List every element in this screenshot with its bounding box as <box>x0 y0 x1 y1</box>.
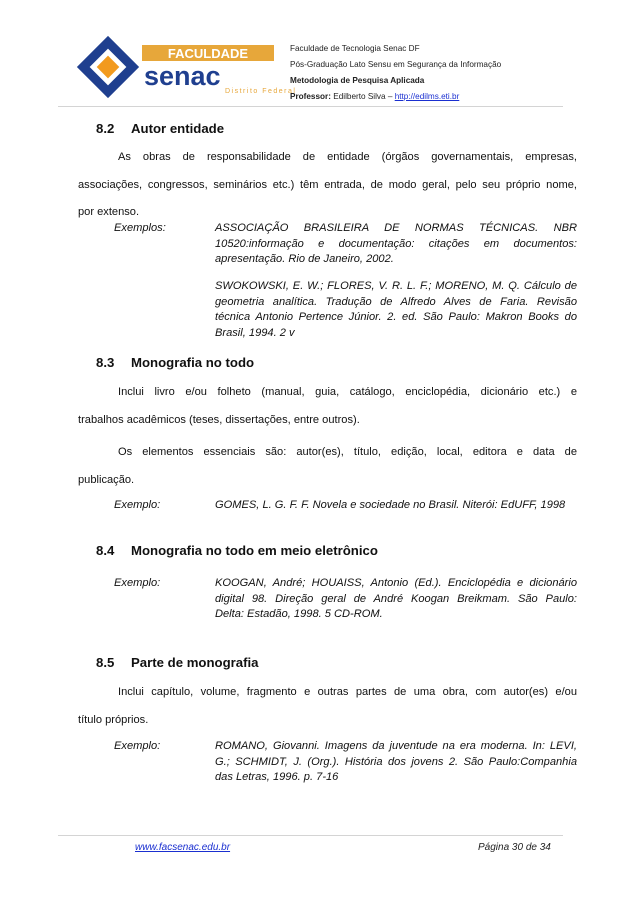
paragraph-line: As obras de responsabilidade de entidade (órgãos governamentais, empresas, <box>118 151 577 163</box>
senac-logo <box>78 36 297 98</box>
professor-link[interactable]: http://edilms.eti.br <box>394 92 460 101</box>
section-title: Monografia no todo <box>131 355 255 370</box>
example-reference: KOOGAN, André; HOUAISS, Antonio (Ed.). Enciclopédia e dicionário digital 98. Direção geral de André Koogan Breikmam. São Paulo: Delta: Estadão, 1998. 5 CD-ROM. <box>215 577 577 621</box>
example-reference: ROMANO, Giovanni. Imagens da juventude na era moderna. In: LEVI, G.; SCHMIDT, J. (Org.). História dos jovens 2. São Paulo:Companhia das Letras, 1996. p. 7-16 <box>215 740 577 784</box>
header-divider <box>58 106 563 107</box>
header-institution: Faculdade de Tecnologia Senac DF <box>290 44 420 53</box>
footer-website-link[interactable]: www.facsenac.edu.br <box>135 842 231 853</box>
section-8-3-paragraph-2 <box>78 439 577 494</box>
paragraph-line: publicação. <box>78 473 135 486</box>
logo-word-main: senac <box>144 61 221 91</box>
section-heading-8-4 <box>96 543 378 558</box>
page-number: Página 30 de 34 <box>478 842 551 853</box>
paragraph-line: Os elementos essenciais são: autor(es), título, edição, local, editora e data de <box>118 446 577 458</box>
header-info <box>290 41 501 105</box>
example-reference: ASSOCIAÇÃO BRASILEIRA DE NORMAS TÉCNICAS. NBR 10520:informação e documentação: citações em documentos: apresentação. Rio de Janeiro, 2002. <box>215 222 577 266</box>
section-number: 8.4 <box>96 543 115 558</box>
example-reference: SWOKOWSKI, E. W.; FLORES, V. R. L. F.; MORENO, M. Q. Cálculo de geometria analítica. Tradução de Alfredo Alves de Faria. Revisão técnica Antonio Pertence Júnior. 2. ed. São Paulo: Makron Books do Brasil, 1994. 2 v <box>215 280 577 339</box>
paragraph-line: Inclui capítulo, volume, fragmento e outras partes de uma obra, com autor(es) e/ou <box>118 686 577 698</box>
logo-word-sub: Distrito Federal <box>225 88 297 95</box>
section-title: Autor entidade <box>131 121 225 136</box>
example-label: Exemplo: <box>114 577 161 589</box>
section-title: Monografia no todo em meio eletrônico <box>131 543 378 558</box>
paragraph-line: título próprios. <box>78 713 149 726</box>
header-professor <box>290 89 501 105</box>
section-number: 8.2 <box>96 121 115 136</box>
paragraph-line: por extenso. <box>78 206 140 218</box>
section-heading-8-3 <box>96 355 254 370</box>
section-8-5-paragraph <box>78 679 577 734</box>
example-label: Exemplo: <box>114 499 161 511</box>
footer-divider <box>58 835 563 836</box>
header-program: Pós-Graduação Lato Sensu em Segurança da Informação <box>290 60 502 69</box>
section-heading-8-2 <box>96 121 224 136</box>
header-course: Metodologia de Pesquisa Aplicada <box>290 76 425 85</box>
paragraph-line: trabalhos acadêmicos (teses, dissertações, entre outros). <box>78 413 360 426</box>
logo-word-top: FACULDADE <box>167 46 249 61</box>
example-label: Exemplo: <box>114 740 161 752</box>
professor-label: Professor: <box>290 92 331 101</box>
example-label: Exemplos: <box>114 222 166 234</box>
paragraph-line: associações, congressos, seminários etc.) têm entrada, de modo geral, pelo seu próprio nome, <box>78 178 577 191</box>
professor-name: Edilberto Silva – <box>333 92 395 101</box>
example-reference: GOMES, L. G. F. F. Novela e sociedade no Brasil. Niterói: EdUFF, 1998 <box>215 499 566 511</box>
section-number: 8.5 <box>96 655 115 670</box>
section-title: Parte de monografia <box>131 655 259 670</box>
paragraph-line: Inclui livro e/ou folheto (manual, guia, catálogo, enciclopédia, dicionário etc.) e <box>118 386 577 398</box>
section-heading-8-5 <box>96 655 259 670</box>
section-number: 8.3 <box>96 355 115 370</box>
section-8-3-paragraph-1 <box>78 379 577 434</box>
section-8-2-paragraph <box>78 144 577 227</box>
